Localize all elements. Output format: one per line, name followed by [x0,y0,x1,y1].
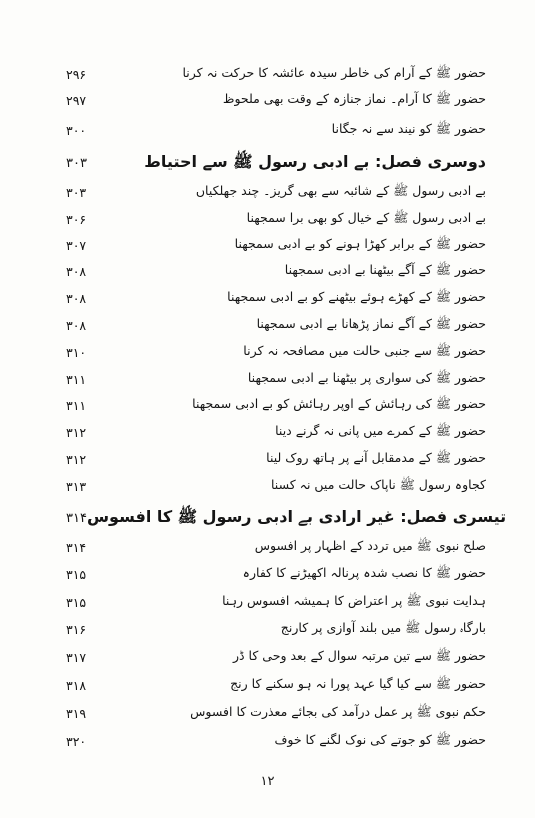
toc-entry-title: حکم نبوی ﷺ پر عمل درآمد کی بجائے معذرت کا افسوس [190,704,486,719]
toc-row [66,370,486,389]
toc-row [66,210,486,229]
toc-page-number: ۲۹۷ [66,93,87,108]
toc-entry-title: حضور ﷺ کے کھڑے ہوئے بیٹھنے کو بے ادبی سمجھنا [227,289,486,304]
toc-row [66,648,486,667]
toc-row [66,396,486,415]
toc-entry-title: حضور ﷺ کے مدمقابل آنے پر ہاتھ روک لینا [266,450,486,465]
toc-row [66,183,486,202]
toc-row [66,65,486,84]
toc-page-number: ۳۱۲ [66,425,87,440]
toc-page-number: ۳۱۱ [66,398,87,413]
toc-page-number: ۳۱۴ [66,540,87,555]
toc-row [66,236,486,255]
chapter-heading-row [66,507,507,530]
toc-page-number: ۳۱۵ [66,567,87,582]
toc-row [66,262,486,281]
toc-page-number: ۲۹۶ [66,67,87,82]
toc-page-number: ۳۰۸ [66,264,87,279]
toc-page-number: ۳۰۶ [66,212,87,227]
toc-page-number: ۳۱۲ [66,452,87,467]
toc-entry-title: حضور ﷺ کا آرام۔ نماز جنازہ کے وقت بھی ملحوظ [222,91,486,106]
chapter-heading-row [66,152,486,175]
toc-entry-title: بے ادبی رسول ﷺ کے شائبہ سے بھی گریز۔ چند جھلکیاں [195,183,486,198]
toc-row [66,477,486,496]
toc-entry-title: حضور ﷺ کی رہائش کے اوپر رہائش کو بے ادبی سمجھنا [192,396,486,411]
toc-row [66,343,486,362]
toc-row [66,538,486,557]
toc-row [66,565,486,584]
toc-row [66,450,486,469]
chapter-heading-title: دوسری فصل: بے ادبی رسول ﷺ سے احتیاط [144,152,486,171]
toc-row [66,620,486,639]
toc-row [66,289,486,308]
toc-page-number: ۳۰۳ [66,185,87,200]
toc-row [66,732,486,751]
toc-page-number: ۳۱۷ [66,650,87,665]
toc-entry-title: حضور ﷺ کے آگے بیٹھنا بے ادبی سمجھنا [284,262,486,277]
toc-entry-title: حضور ﷺ سے جنبی حالت میں مصافحہ نہ کرنا [243,343,486,358]
toc-entry-title: کجاوہ رسول ﷺ ناپاک حالت میں نہ کسنا [270,477,486,492]
toc-entry-title: حضور ﷺ کو نیند سے نہ جگانا [331,121,486,136]
toc-row [66,316,486,335]
toc-page-number: ۳۱۴ [66,511,87,526]
toc-page-number: ۳۰۳ [66,156,87,171]
toc-page-number: ۳۲۰ [66,734,87,749]
toc-page-number: ۳۱۶ [66,622,87,637]
toc-row [66,121,486,140]
toc-entry-title: صلح نبوی ﷺ میں تردد کے اظہار پر افسوس [254,538,486,553]
toc-page-number: ۳۱۳ [66,479,87,494]
toc-entry-title: حضور ﷺ کو جوتے کی نوک لگنے کا خوف [274,732,486,747]
toc-entry-title: ہدایت نبوی ﷺ پر اعتراض کا ہمیشہ افسوس رہنا [222,593,486,608]
toc-page-number: ۳۱۰ [66,345,87,360]
toc-entry-title: حضور ﷺ سے کیا گیا عہد پورا نہ ہو سکنے کا رنج [230,676,486,691]
toc-page-number: ۳۰۷ [66,238,87,253]
toc-row [66,676,486,695]
toc-page-number: ۳۱۸ [66,678,87,693]
toc-row [66,704,486,723]
toc-page-number: ۳۱۹ [66,706,87,721]
toc-entry-title: بارگاہ رسول ﷺ میں بلند آوازی پر کارنج [280,620,486,635]
toc-page-number: ۳۱۱ [66,372,87,387]
toc-entry-title: حضور ﷺ کے کمرے میں پانی نہ گرنے دینا [275,423,486,438]
toc-row [66,423,486,442]
toc-entry-title: حضور ﷺ کا نصب شدہ پرنالہ اکھیڑنے کا کفارہ [242,565,486,580]
toc-entry-title: حضور ﷺ کے برابر کھڑا ہونے کو بے ادبی سمجھنا [234,236,486,251]
toc-entry-title: حضور ﷺ کے آرام کی خاطر سیدہ عائشہ کا حرکت نہ کرنا [182,65,486,80]
toc-page-number: ۳۱۵ [66,595,87,610]
toc-row [66,91,486,110]
toc-entry-title: حضور ﷺ کی سواری پر بیٹھنا بے ادبی سمجھنا [247,370,486,385]
chapter-heading-title: تیسری فصل: غیر ارادی بے ادبی رسول ﷺ کا افسوس [86,507,507,526]
toc-entry-title: بے ادبی رسول ﷺ کے خیال کو بھی برا سمجھنا [246,210,486,225]
toc-row [66,593,486,612]
toc-page-number: ۳۰۸ [66,318,87,333]
toc-entry-title: حضور ﷺ سے تین مرتبہ سوال کے بعد وحی کا ڈر [232,648,486,663]
toc-page-number: ۳۰۸ [66,291,87,306]
toc-entry-title: حضور ﷺ کے آگے نماز پڑھانا بے ادبی سمجھنا [256,316,486,331]
page-number: ۱۲ [260,774,275,789]
toc-page-number: ۳۰۰ [66,123,87,138]
